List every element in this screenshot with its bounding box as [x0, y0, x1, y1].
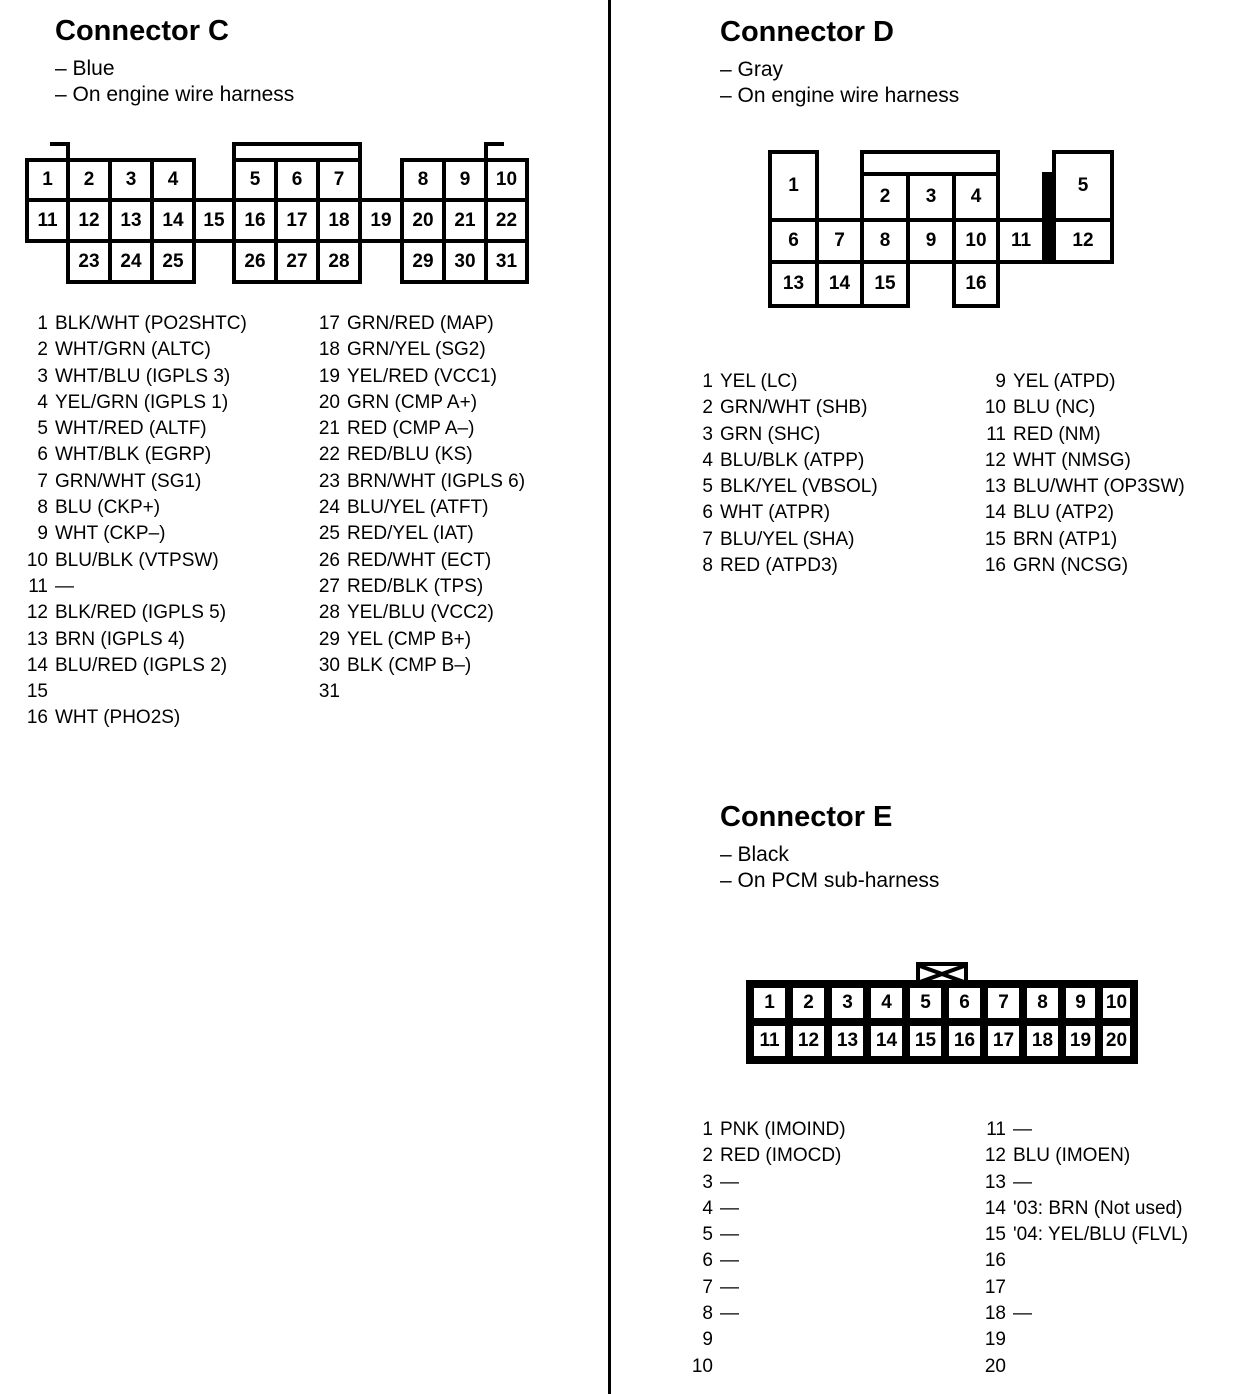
wire-description: BLU/YEL (SHA)	[720, 528, 855, 550]
pin-number: 3	[37, 365, 48, 387]
pin-number: 24	[318, 497, 340, 519]
connector-c-pin: 20	[400, 198, 446, 243]
wire-description: RED (ATPD3)	[720, 555, 838, 577]
connector-c-pin: 28	[316, 239, 362, 284]
wire-description: RED (CMP A–)	[347, 418, 475, 440]
legend-row	[20, 390, 247, 416]
connector-c-pin: 8	[400, 158, 446, 202]
page-divider	[608, 0, 611, 1394]
pin-number: 19	[318, 365, 340, 387]
connector-c-pin: 17	[274, 198, 320, 243]
wire-description: BRN (ATP1)	[1013, 528, 1118, 550]
connector-d-pin: 7	[815, 218, 864, 264]
connector-e-location: – On PCM sub-harness	[720, 869, 940, 892]
connector-c-legend-right	[312, 311, 525, 705]
pin-number: 10	[984, 397, 1006, 419]
connector-d-pin: 15	[860, 260, 910, 308]
connector-e-pin: 12	[789, 1022, 828, 1060]
connector-c-pin: 10	[484, 158, 529, 202]
wire-description: RED (IMOCD)	[720, 1145, 842, 1167]
pin-number: 14	[984, 1197, 1006, 1219]
wire-description: BLK (CMP B–)	[347, 654, 472, 676]
legend-row	[20, 548, 247, 574]
legend-row	[20, 311, 247, 337]
pin-number: 14	[984, 502, 1006, 524]
connector-d-pin: 12	[1052, 218, 1114, 264]
pin-number: 11	[986, 1119, 1006, 1140]
legend-row	[685, 500, 878, 526]
wire-description: YEL/RED (VCC1)	[347, 365, 497, 387]
legend-row	[312, 495, 525, 521]
legend-row	[685, 448, 878, 474]
pin-number: 20	[318, 391, 340, 413]
pin-number: 31	[318, 681, 340, 703]
pin-number: 11	[986, 423, 1006, 445]
pin-number: 7	[702, 1276, 713, 1298]
connector-d-legend-left	[685, 369, 878, 579]
pin-number: 17	[318, 313, 340, 334]
pin-number: 3	[702, 1171, 713, 1193]
pin-number: 10	[691, 1355, 713, 1377]
connector-e-pin: 14	[867, 1022, 906, 1060]
pin-number: 5	[702, 1224, 713, 1246]
legend-row	[312, 337, 525, 363]
wire-description: —	[720, 1276, 739, 1298]
wire-description: GRN (CMP A+)	[347, 391, 478, 413]
pin-number: 2	[702, 1145, 713, 1167]
legend-row	[978, 1196, 1188, 1222]
legend-row	[685, 422, 878, 448]
pin-number: 27	[318, 575, 340, 597]
legend-row	[685, 395, 878, 421]
connector-c-legend-left	[20, 311, 247, 732]
legend-row	[20, 364, 247, 390]
legend-row	[685, 1170, 846, 1196]
legend-row	[978, 1143, 1188, 1169]
legend-row	[20, 337, 247, 363]
connector-e-pin: 11	[750, 1022, 789, 1060]
pin-number: 1	[702, 1119, 713, 1140]
connector-c-color: – Blue	[55, 57, 115, 80]
wire-description: BLU (CKP+)	[55, 497, 161, 519]
legend-row	[685, 1275, 846, 1301]
connector-d-pin: 9	[906, 218, 956, 264]
connector-d-pin: 4	[952, 172, 1000, 222]
legend-row	[978, 395, 1185, 421]
legend-row	[312, 469, 525, 495]
wire-description: —	[720, 1171, 739, 1193]
connector-c-pin: 3	[108, 158, 154, 202]
connector-c-pin: 26	[232, 239, 278, 284]
pin-number: 18	[318, 339, 340, 361]
connector-e-title: Connector E	[720, 801, 893, 833]
wire-description: BLU/BLK (VTPSW)	[55, 549, 219, 571]
connector-e-pin: 4	[867, 984, 906, 1022]
connector-c-location: – On engine wire harness	[55, 83, 295, 106]
legend-row	[978, 1327, 1188, 1353]
connector-d-pin: 3	[906, 172, 956, 222]
connector-e-pin: 17	[984, 1022, 1023, 1060]
wire-description: '04: YEL/BLU (FLVL)	[1013, 1224, 1189, 1246]
connector-c-pin: 13	[108, 198, 154, 243]
wire-description: BLU (IMOEN)	[1013, 1145, 1131, 1167]
wire-description: GRN/WHT (SG1)	[55, 470, 202, 492]
pin-number: 12	[984, 449, 1006, 471]
connector-c-pin: 5	[232, 158, 278, 202]
legend-row	[685, 1327, 846, 1353]
connector-d-pin: 13	[768, 260, 819, 308]
pin-number: 13	[984, 1171, 1006, 1193]
legend-row	[978, 527, 1185, 553]
connector-c-pin: 16	[232, 198, 278, 243]
pin-number: 9	[702, 1329, 713, 1351]
wire-description: BLU (ATP2)	[1013, 502, 1115, 524]
connector-c-pin: 9	[442, 158, 488, 202]
connector-e-color: – Black	[720, 843, 789, 866]
wire-description: WHT/BLK (EGRP)	[55, 444, 212, 466]
legend-row	[685, 1248, 846, 1274]
pin-number: 22	[318, 444, 340, 466]
wire-description: RED (NM)	[1013, 423, 1101, 445]
legend-row	[312, 442, 525, 468]
connector-d-legend-right	[978, 369, 1185, 579]
connector-d-location: – On engine wire harness	[720, 84, 960, 107]
wire-description: —	[720, 1250, 739, 1272]
pin-number: 20	[984, 1355, 1006, 1377]
legend-row	[20, 627, 247, 653]
connector-c-pin: 15	[192, 198, 236, 243]
pin-number: 5	[37, 418, 48, 440]
pin-number: 6	[702, 1250, 713, 1272]
legend-row	[20, 442, 247, 468]
legend-row	[978, 1275, 1188, 1301]
legend-row	[685, 1222, 846, 1248]
pin-number: 2	[37, 339, 48, 361]
connector-e-pin: 20	[1099, 1022, 1134, 1060]
connector-e-pin: 15	[906, 1022, 945, 1060]
pin-number: 28	[318, 602, 340, 624]
legend-row	[20, 416, 247, 442]
legend-row	[978, 500, 1185, 526]
pin-number: 15	[26, 681, 48, 703]
connector-c-pin: 1	[25, 158, 70, 202]
connector-c-pin: 11	[25, 198, 70, 243]
legend-row	[685, 553, 878, 579]
pin-number: 8	[37, 497, 48, 519]
legend-row	[312, 679, 525, 705]
wire-description: GRN (SHC)	[720, 423, 821, 445]
legend-row	[685, 1143, 846, 1169]
connector-d-pin: 10	[952, 218, 1000, 264]
pin-number: 30	[318, 654, 340, 676]
wire-description: BRN/WHT (IGPLS 6)	[347, 470, 526, 492]
wire-description: RED/WHT (ECT)	[347, 549, 492, 571]
wire-description: YEL (CMP B+)	[347, 628, 472, 650]
pin-number: 14	[26, 654, 48, 676]
wire-description: WHT/GRN (ALTC)	[55, 339, 211, 361]
pin-number: 8	[702, 555, 713, 577]
wire-description: —	[720, 1303, 739, 1325]
pin-number: 6	[702, 502, 713, 524]
pin-number: 1	[702, 371, 713, 392]
legend-row	[978, 422, 1185, 448]
legend-row	[685, 1196, 846, 1222]
wire-description: BLU/BLK (ATPP)	[720, 449, 865, 471]
wire-description: WHT/BLU (IGPLS 3)	[55, 365, 231, 387]
pin-number: 16	[26, 707, 48, 729]
wire-description: RED/BLU (KS)	[347, 444, 473, 466]
connector-c-pin: 19	[358, 198, 404, 243]
legend-row	[312, 390, 525, 416]
legend-row	[312, 521, 525, 547]
legend-row	[312, 311, 525, 337]
pin-number: 16	[984, 555, 1006, 577]
wire-description: YEL (LC)	[720, 371, 798, 392]
connector-e-pin: 19	[1062, 1022, 1099, 1060]
legend-row	[20, 521, 247, 547]
pin-number: 5	[702, 476, 713, 498]
pin-number: 4	[702, 1197, 713, 1219]
pin-number: 25	[318, 523, 340, 545]
legend-row	[312, 548, 525, 574]
legend-row	[685, 474, 878, 500]
connector-d-center-frame	[860, 150, 1000, 154]
wire-description: BLU/RED (IGPLS 2)	[55, 654, 228, 676]
legend-row	[978, 1170, 1188, 1196]
pin-number: 17	[984, 1276, 1006, 1298]
legend-row	[312, 416, 525, 442]
connector-e-legend-left	[685, 1117, 846, 1380]
connector-c-pin: 25	[150, 239, 196, 284]
connector-c-pin: 21	[442, 198, 488, 243]
pin-number: 18	[984, 1303, 1006, 1325]
connector-c-pin: 31	[484, 239, 529, 284]
wire-description: WHT (CKP–)	[55, 523, 166, 545]
legend-row	[312, 364, 525, 390]
connector-c-pin: 18	[316, 198, 362, 243]
wire-description: BLK/RED (IGPLS 5)	[55, 602, 227, 624]
legend-row	[685, 1117, 846, 1143]
pin-number: 2	[702, 397, 713, 419]
pin-number: 6	[37, 444, 48, 466]
connector-c-pin: 27	[274, 239, 320, 284]
connector-e-pin: 1	[750, 984, 789, 1022]
legend-row	[20, 574, 247, 600]
wire-description: BLK/YEL (VBSOL)	[720, 476, 878, 498]
connector-e-pin: 2	[789, 984, 828, 1022]
pin-number: 29	[318, 628, 340, 650]
legend-row	[20, 679, 247, 705]
wire-description: WHT (PHO2S)	[55, 707, 181, 729]
connector-c-center-frame	[232, 142, 362, 146]
legend-row	[685, 369, 878, 395]
pin-number: 13	[984, 476, 1006, 498]
connector-c-pin: 6	[274, 158, 320, 202]
legend-row	[20, 495, 247, 521]
connector-c-title: Connector C	[55, 15, 229, 47]
legend-row	[978, 448, 1185, 474]
connector-e-pin: 10	[1099, 984, 1134, 1022]
connector-d-pin: 8	[860, 218, 910, 264]
connector-c-pin: 2	[66, 158, 112, 202]
connector-c-pin: 14	[150, 198, 196, 243]
connector-e-legend-right	[978, 1117, 1188, 1380]
connector-d-pin: 2	[860, 172, 910, 222]
connector-d-color: – Gray	[720, 58, 784, 81]
pin-number: 9	[37, 523, 48, 545]
connector-e-pin: 16	[945, 1022, 984, 1060]
pin-number: 7	[702, 528, 713, 550]
wire-description: —	[1013, 1303, 1032, 1325]
pin-number: 10	[26, 549, 48, 571]
wire-description: BLK/WHT (PO2SHTC)	[55, 313, 247, 334]
connector-d-title: Connector D	[720, 16, 894, 48]
connector-e-pin: 18	[1023, 1022, 1062, 1060]
legend-row	[312, 627, 525, 653]
connector-d-pin: 14	[815, 260, 864, 308]
connector-e-pin: 7	[984, 984, 1023, 1022]
pin-number: 12	[984, 1145, 1006, 1167]
legend-row	[978, 1248, 1188, 1274]
legend-row	[312, 600, 525, 626]
wire-description: YEL (ATPD)	[1013, 371, 1116, 392]
legend-row	[20, 705, 247, 731]
wire-description: —	[1013, 1119, 1032, 1140]
pin-number: 23	[318, 470, 340, 492]
wire-description: —	[720, 1224, 739, 1246]
connector-e-pin: 9	[1062, 984, 1099, 1022]
wire-description: YEL/BLU (VCC2)	[347, 602, 494, 624]
legend-row	[978, 1222, 1188, 1248]
connector-e-pin: 13	[828, 1022, 867, 1060]
wire-description: GRN (NCSG)	[1013, 555, 1129, 577]
pin-number: 21	[318, 418, 340, 440]
wire-description: —	[720, 1197, 739, 1219]
connector-c-pin: 30	[442, 239, 488, 284]
legend-row	[978, 474, 1185, 500]
pin-number: 9	[995, 371, 1006, 392]
legend-row	[685, 1354, 846, 1380]
legend-row	[978, 1117, 1188, 1143]
connector-d-pin: 11	[996, 218, 1046, 264]
wire-description: RED/BLK (TPS)	[347, 575, 484, 597]
wire-description: GRN/WHT (SHB)	[720, 397, 868, 419]
connector-e-pin: 8	[1023, 984, 1062, 1022]
wire-description: PNK (IMOIND)	[720, 1119, 846, 1140]
pin-number: 3	[702, 423, 713, 445]
pin-number: 19	[984, 1329, 1006, 1351]
legend-row	[978, 369, 1185, 395]
connector-c-pin: 23	[66, 239, 112, 284]
wire-description: GRN/YEL (SG2)	[347, 339, 486, 361]
pin-number: 15	[984, 528, 1006, 550]
legend-row	[685, 1301, 846, 1327]
connector-c-pin: 24	[108, 239, 154, 284]
pin-number: 4	[37, 391, 48, 413]
connector-c-pin: 29	[400, 239, 446, 284]
pin-number: 12	[26, 602, 48, 624]
legend-row	[312, 574, 525, 600]
wire-description: '03: BRN (Not used)	[1013, 1197, 1183, 1219]
wire-description: GRN/RED (MAP)	[347, 313, 494, 334]
wire-description: WHT (ATPR)	[720, 502, 831, 524]
wire-description: BRN (IGPLS 4)	[55, 628, 185, 650]
pin-number: 4	[702, 449, 713, 471]
pin-number: 15	[984, 1224, 1006, 1246]
pin-number: 13	[26, 628, 48, 650]
pin-number: 26	[318, 549, 340, 571]
wire-description: BLU (NC)	[1013, 397, 1096, 419]
pin-number: 11	[28, 575, 48, 597]
connector-d-pin: 5	[1052, 150, 1114, 222]
legend-row	[978, 1301, 1188, 1327]
wire-description: WHT (NMSG)	[1013, 449, 1131, 471]
legend-row	[20, 600, 247, 626]
connector-d-pin: 16	[952, 260, 1000, 308]
connector-e-pin: 6	[945, 984, 984, 1022]
legend-row	[978, 553, 1185, 579]
pin-number: 8	[702, 1303, 713, 1325]
connector-c-pin: 22	[484, 198, 529, 243]
connector-d-pin: 6	[768, 218, 819, 264]
legend-row	[978, 1354, 1188, 1380]
pin-number: 1	[37, 313, 48, 334]
connector-c-pin: 7	[316, 158, 362, 202]
connector-c-pin: 4	[150, 158, 196, 202]
legend-row	[685, 527, 878, 553]
wire-description: RED/YEL (IAT)	[347, 523, 474, 545]
legend-row	[312, 653, 525, 679]
legend-row	[20, 469, 247, 495]
wire-description: —	[55, 575, 74, 597]
wire-description: YEL/GRN (IGPLS 1)	[55, 391, 229, 413]
wire-description: BLU/WHT (OP3SW)	[1013, 476, 1185, 498]
connector-c-pin: 12	[66, 198, 112, 243]
connector-d-pin: 1	[768, 150, 819, 222]
legend-row	[20, 653, 247, 679]
wire-description: —	[1013, 1171, 1032, 1193]
connector-e-pin: 5	[906, 984, 945, 1022]
wire-description: BLU/YEL (ATFT)	[347, 497, 489, 519]
pin-number: 7	[37, 470, 48, 492]
connector-e-pin: 3	[828, 984, 867, 1022]
wire-description: WHT/RED (ALTF)	[55, 418, 207, 440]
pin-number: 16	[984, 1250, 1006, 1272]
